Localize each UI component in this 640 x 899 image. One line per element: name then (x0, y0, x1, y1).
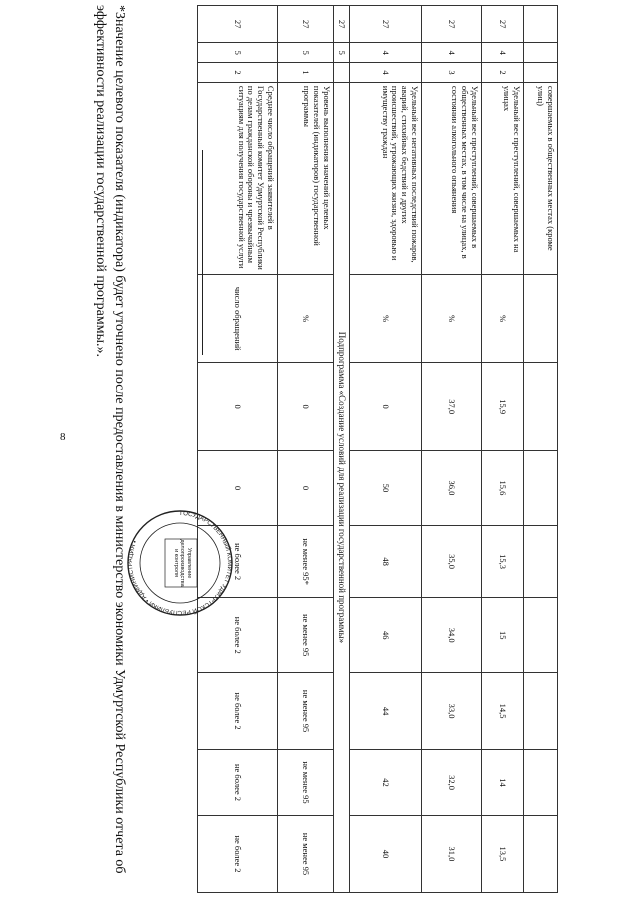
cell-unit (524, 275, 558, 363)
cell-indicator: Удельный вес преступлений, совершаемых в общественных местах, в том числе на улицах, в состоянии алкогольного опьянения (422, 82, 482, 274)
cell-value: 15,3 (482, 525, 524, 598)
cell-value (524, 598, 558, 673)
cell-subprogram: 5 (334, 43, 350, 63)
cell-value: не менее 95 (278, 815, 334, 892)
cell-subprogram: 4 (482, 43, 524, 63)
cell-indicator: Уровень выполнения значений целевых показателей (индикаторов) государственной программы (278, 82, 334, 274)
cell-number: 3 (422, 63, 482, 83)
table-row (422, 6, 482, 893)
cell-number: 1 (278, 63, 334, 83)
cell-value: 50 (350, 451, 422, 526)
cell-value (524, 451, 558, 526)
cell-value: 44 (350, 673, 422, 750)
cell-value: 0 (350, 363, 422, 451)
official-stamp (125, 483, 235, 643)
cell-value: 48 (350, 525, 422, 598)
cell-unit: % (482, 275, 524, 363)
cell-program: 27 (278, 6, 334, 43)
cell-value (524, 363, 558, 451)
cell-value: 15 (482, 598, 524, 673)
cell-value: не менее 95 (278, 673, 334, 750)
cell-value: 46 (350, 598, 422, 673)
stamp-seal (125, 483, 235, 643)
cell-subprogram: 4 (422, 43, 482, 63)
cell-value: не более 2 (198, 525, 278, 598)
cell-unit: % (278, 275, 334, 363)
table-row (350, 6, 422, 893)
cell-indicator: Среднее число обращений заявителей в Государственный комитет Удмуртской Республики по делам гражданской обороны и чрезвычайным ситуациям для получения государственной услуги (198, 82, 278, 274)
cell-value: 40 (350, 815, 422, 892)
table-row (482, 6, 524, 893)
table-row (198, 6, 278, 893)
cell-number (334, 63, 350, 83)
subprogram-title: Подпрограмма «Создание условий для реализации государственной программы» (334, 82, 350, 892)
cell-value: 0 (198, 451, 278, 526)
cell-program: 27 (198, 6, 278, 43)
cell-subprogram: 5 (278, 43, 334, 63)
cell-number: 2 (482, 63, 524, 83)
cell-program: 27 (350, 6, 422, 43)
table-row (278, 6, 334, 893)
cell-value (524, 525, 558, 598)
cell-value: 33,0 (422, 673, 482, 750)
indicators-table (197, 5, 558, 893)
cell-value: не менее 95* (278, 525, 334, 598)
cell-value: не более 2 (198, 750, 278, 816)
cell-subprogram: 5 (198, 43, 278, 63)
cell-number: 2 (198, 63, 278, 83)
cell-value: 14,5 (482, 673, 524, 750)
page-number: 8 (60, 431, 66, 443)
cell-value: 37,0 (422, 363, 482, 451)
cell-value: 14 (482, 750, 524, 816)
cell-value: 0 (198, 363, 278, 451)
cell-value (524, 673, 558, 750)
cell-value: 13,5 (482, 815, 524, 892)
cell-indicator: Удельный вес преступлений, совершаемых на улицах (482, 82, 524, 274)
cell-value: 31,0 (422, 815, 482, 892)
cell-unit: число обращений (198, 275, 278, 363)
cell-subprogram (524, 43, 558, 63)
cell-value: не более 2 (198, 815, 278, 892)
cell-number: 4 (350, 63, 422, 83)
cell-value: 0 (278, 363, 334, 451)
cell-indicator: совершаемых в общественных местах (кроме улиц) (524, 82, 558, 274)
stamp-center-text: Управление делопроизводства и контроля (172, 539, 192, 587)
cell-value: 36,0 (422, 451, 482, 526)
cell-program: 27 (482, 6, 524, 43)
cell-value: не менее 95 (278, 598, 334, 673)
cell-unit: % (350, 275, 422, 363)
cell-value: 0 (278, 451, 334, 526)
cell-program: 27 (422, 6, 482, 43)
cell-value: не более 2 (198, 598, 278, 673)
stamp-ring-text: ГОСУДАРСТВЕННЫЙ КОМИТЕТ УДМУРТСКОЙ РЕСПУБЛИКИ • АДМИНИСТРАЦИЯ • (126, 509, 234, 617)
table-row (524, 6, 558, 893)
cell-value: не более 2 (198, 673, 278, 750)
cell-value: 15,6 (482, 451, 524, 526)
table-row (334, 6, 350, 893)
cell-value (524, 750, 558, 816)
cell-value (524, 815, 558, 892)
cell-indicator: Удельный вес негативных последствий пожаров, аварий, стихийных бедствий и других происшествий, угрожающих жизни, здоровью и имуществу граждан (350, 82, 422, 274)
cell-number (524, 63, 558, 83)
cell-unit: % (422, 275, 482, 363)
cell-value: 42 (350, 750, 422, 816)
cell-value: не менее 95 (278, 750, 334, 816)
cell-value: 32,0 (422, 750, 482, 816)
cell-value: 35,0 (422, 525, 482, 598)
cell-value: 15,9 (482, 363, 524, 451)
footnote: *Значение целевого показателя (индикатора) будет уточнено после предоставления в министерство экономики Удмуртской Республики отчета об эффективности реализации государственной программы.». (93, 5, 127, 874)
signature-line (202, 150, 203, 355)
cell-value: 34,0 (422, 598, 482, 673)
cell-subprogram: 4 (350, 43, 422, 63)
cell-program: 27 (334, 6, 350, 43)
cell-program (524, 6, 558, 43)
